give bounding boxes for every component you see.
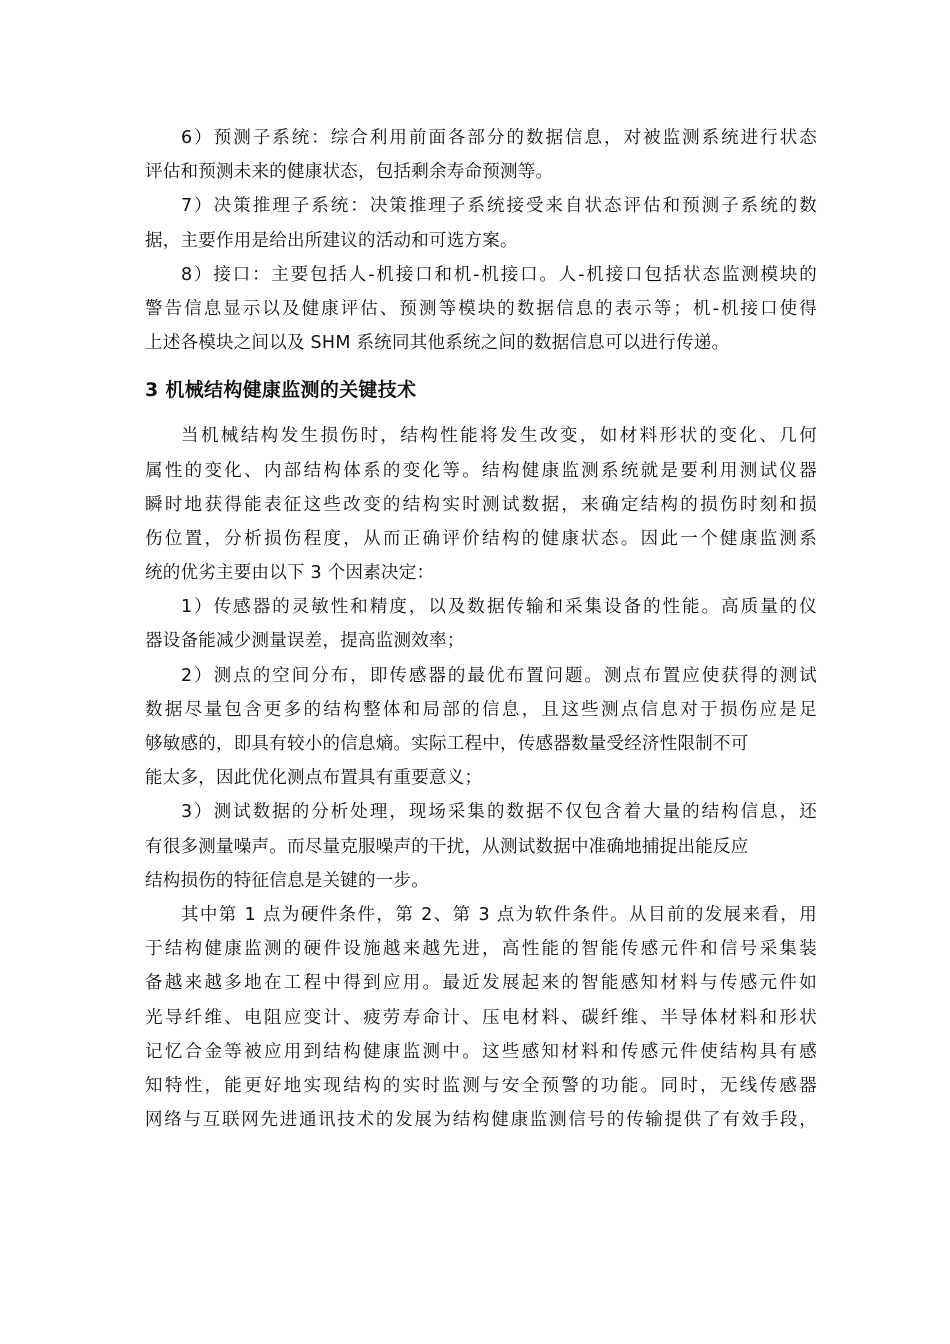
paragraph-line: 当机械结构发生损伤时，结构性能将发生改变，如材料形状的变化、几何 (181, 426, 817, 447)
paragraph-line: 有很多测量噪声。而尽量克服噪声的干扰，从测试数据中准确地捕捉出能反应 (145, 836, 749, 857)
paragraph-line: 瞬时地获得能表征这些改变的结构实时测试数据，来确定结构的损伤时刻和损 (145, 494, 817, 515)
paragraph-line: 8）接口：主要包括人-机接口和机-机接口。人-机接口包括状态监测模块的 (181, 264, 817, 285)
paragraph-line: 上述各模块之间以及 SHM 系统同其他系统之间的数据信息可以进行传递。 (145, 333, 730, 354)
paragraph-line: 备越来越多地在工程中得到应用。最近发展起来的智能感知材料与传感元件如 (145, 973, 817, 994)
paragraph-line: 1）传感器的灵敏性和精度，以及数据传输和采集设备的性能。高质量的仪 (181, 597, 817, 618)
paragraph-line: 6）预测子系统：综合利用前面各部分的数据信息，对被监测系统进行状态 (181, 128, 817, 148)
paragraph-line: 属性的变化、内部结构体系的变化等。结构健康监测系统就是要利用测试仪器 (145, 460, 817, 481)
paragraph-line: 知特性，能更好地实现结构的实时监测与安全预警的功能。同时，无线传感器 (145, 1075, 817, 1096)
paragraph-line: 2）测点的空间分布，即传感器的最优布置问题。测点布置应使获得的测试 (181, 665, 817, 686)
paragraph-line: 结构损伤的特征信息是关键的一步。 (145, 870, 429, 891)
paragraph-line: 器设备能减少测量误差，提高监测效率； (145, 631, 465, 652)
paragraph-line: 3）测试数据的分析处理，现场采集的数据不仅包含着大量的结构信息，还 (181, 802, 817, 823)
document-body (145, 121, 817, 1137)
paragraph-line: 数据尽量包含更多的结构整体和局部的信息，且这些测点信息对于损伤应是足 (145, 699, 817, 720)
paragraph-line: 伤位置，分析损伤程度，从而正确评价结构的健康状态。因此一个健康监测系 (145, 528, 817, 549)
paragraph-line: 光导纤维、电阻应变计、疲劳寿命计、压电材料、碳纤维、半导体材料和形状 (145, 1007, 817, 1028)
paragraph-line: 评估和预测未来的健康状态，包括剩余寿命预测等。 (145, 162, 554, 183)
paragraph-line: 记忆合金等被应用到结构健康监测中。这些感知材料和传感元件使结构具有感 (145, 1041, 817, 1062)
paragraph-line: 统的优劣主要由以下 3 个因素决定： (145, 563, 435, 584)
paragraph-line: 够敏感的，即具有较小的信息熵。实际工程中，传感器数量受经济性限制不可 (145, 734, 749, 754)
paragraph-line: 其中第 1 点为硬件条件，第 2、第 3 点为软件条件。从目前的发展来看，用 (181, 904, 817, 925)
paragraph-line: 网络与互联网先进通讯技术的发展为结构健康监测信号的传输提供了有效手段， (145, 1110, 817, 1131)
paragraph-line: 7）决策推理子系统：决策推理子系统接受来自状态评估和预测子系统的数 (181, 196, 817, 217)
section-heading: 3 机械结构健康监测的关键技术 (145, 379, 417, 402)
paragraph-line: 能太多，因此优化测点布置具有重要意义； (145, 768, 483, 789)
paragraph-line: 警告信息显示以及健康评估、预测等模块的数据信息的表示等；机-机接口使得 (145, 298, 817, 319)
paragraph-line: 于结构健康监测的硬件设施越来越先进，高性能的智能传感元件和信号采集装 (145, 939, 817, 960)
paragraph-line: 据，主要作用是给出所建议的活动和可选方案。 (145, 230, 518, 251)
